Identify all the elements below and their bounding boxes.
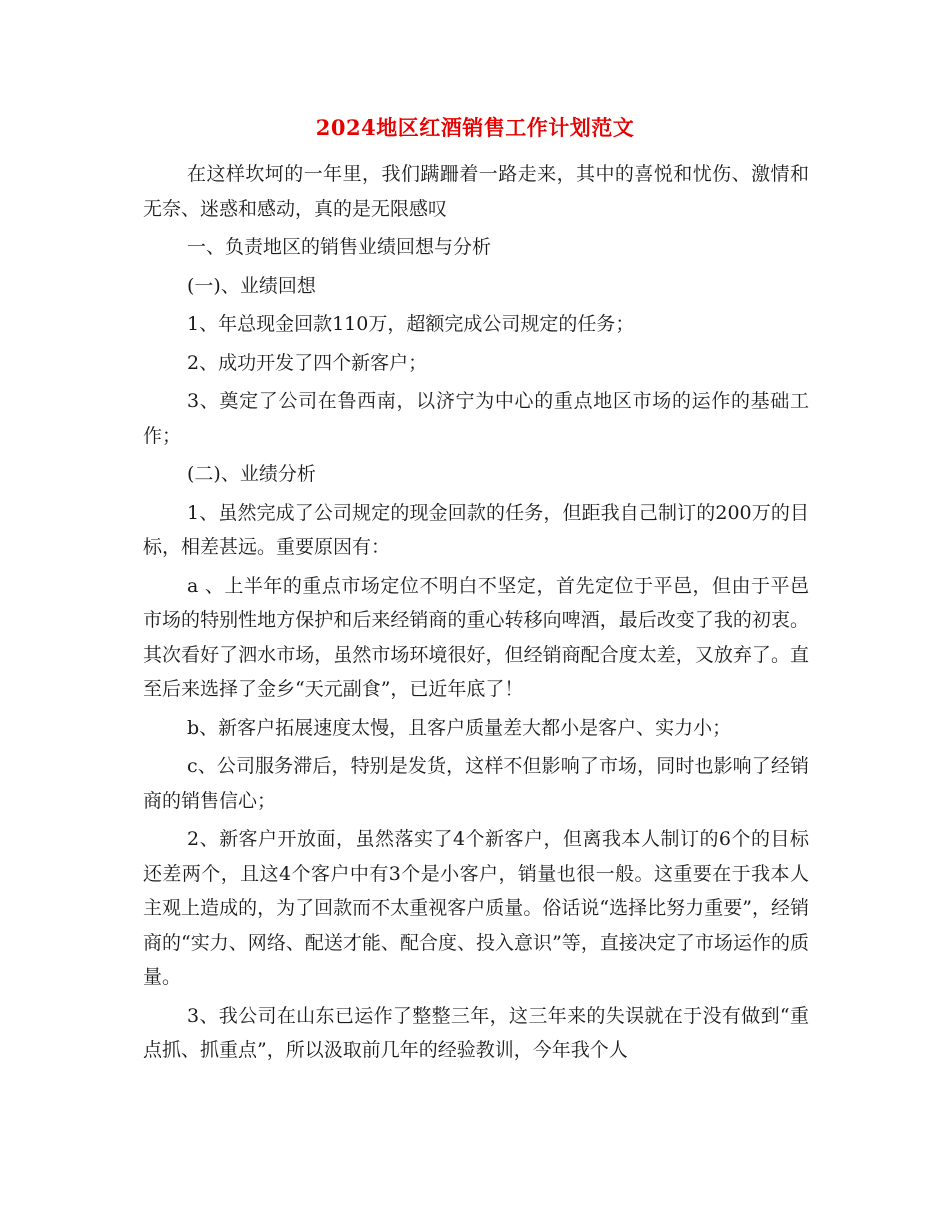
- heading-section-1: 一、负责地区的销售业绩回想与分析: [187, 236, 492, 258]
- list-item: 2、成功开发了四个新客户；: [187, 351, 428, 374]
- list-item: b、新客户拓展速度太慢，且客户质量差大都小是客户、实力小；: [187, 716, 732, 739]
- list-item: a 、上半年的重点市场定位不明白不坚定，首先定位于平邑，但由于平邑市场的特别性地方保护和后来经销商的重心转移向啤酒，最后改变了我的初衷。其次看好了泗水市场，虽然市场环境很好，但经销商配合度太差，又放弃了。直至后来选择了金乡“天元副食”，已近年底了！: [143, 574, 809, 700]
- paragraph-intro: 在这样坎坷的一年里，我们蹒跚着一路走来，其中的喜悦和忧伤、激情和无奈、迷惑和感动，真的是无限感叹: [143, 163, 809, 220]
- list-item: c、公司服务滞后，特别是发货，这样不但影响了市场，同时也影响了经销商的销售信心；: [143, 755, 809, 812]
- document-body: [143, 157, 809, 1072]
- subheading-performance-review: (一)、业绩回想: [187, 274, 316, 297]
- list-item: 3、奠定了公司在鲁西南，以济宁为中心的重点地区市场的运作的基础工作；: [143, 390, 809, 447]
- list-item: 3、我公司在山东已运作了整整三年，这三年来的失误就在于没有做到“重点抓、抓重点”，所以汲取前几年的经验教训，今年我个人: [143, 1004, 809, 1061]
- document-title: 2024地区红酒销售工作计划范文: [315, 115, 635, 140]
- subheading-performance-analysis: (二)、业绩分析: [187, 463, 316, 485]
- list-item: 1、虽然完成了公司规定的现金回款的任务，但距我自己制订的200万的目标，相差甚远。重要原因有：: [143, 501, 809, 558]
- list-item: 1、年总现金回款110万，超额完成公司规定的任务；: [187, 313, 635, 335]
- list-item: 2、新客户开放面，虽然落实了4个新客户，但离我本人制订的6个的目标还差两个，且这4个客户中有3个是小客户，销量也很一般。这重要在于我本人主观上造成的，为了回款而不太重视客户质量。俗话说“选择比努力重要”，经销商的“实力、网络、配送才能、配合度、投入意识”等，直接决定了市场运作的质量。: [143, 828, 809, 988]
